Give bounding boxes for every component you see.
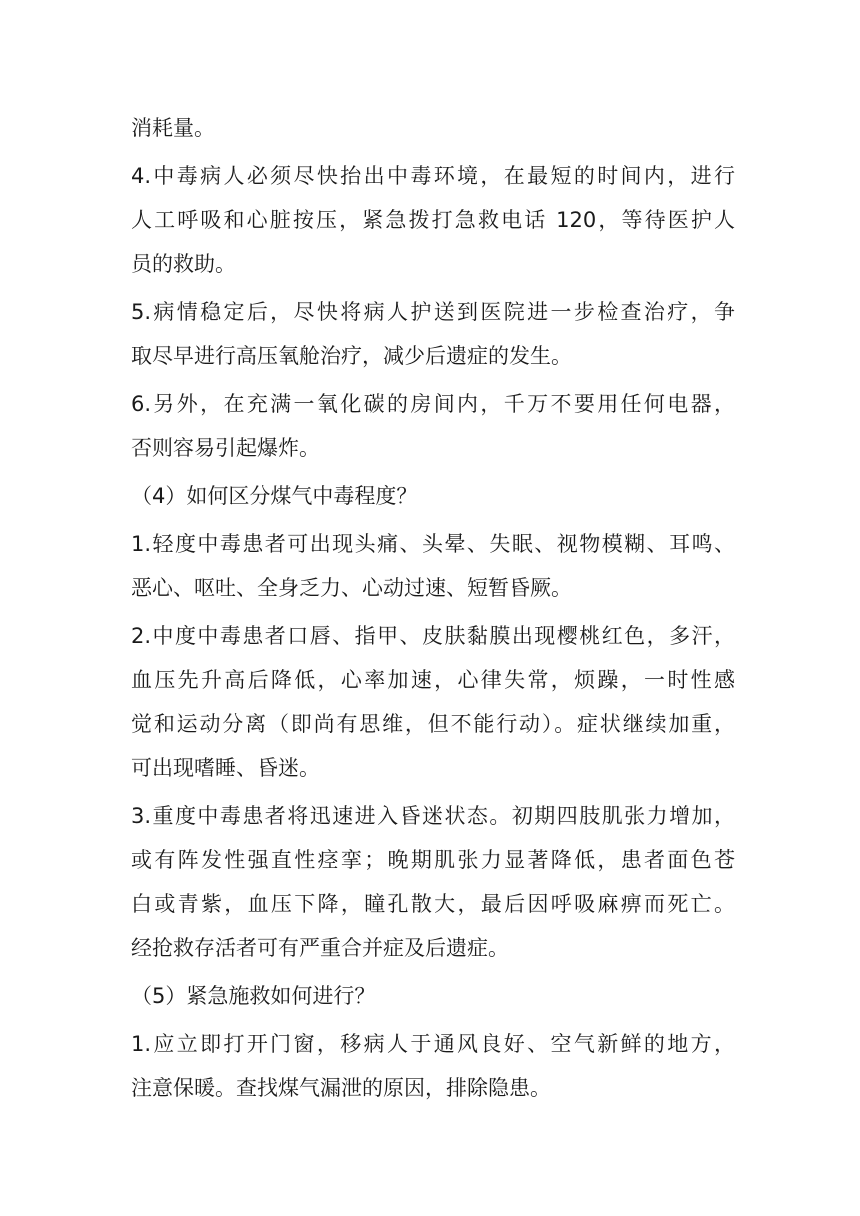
text-line: 取尽早进行高压氧舱治疗，减少后遗症的发生。 (131, 344, 572, 368)
text-line: 血压先升高后降低，心率加速，心律失常，烦躁，一时性感 (131, 668, 735, 692)
text-line: 觉和运动分离（即尚有思维，但不能行动）。症状继续加重， (131, 712, 735, 736)
text-line: 6.另外，在充满一氧化碳的房间内，千万不要用任何电器， (131, 392, 735, 416)
text-line: 消耗量。 (131, 116, 215, 140)
text-line: 4.中毒病人必须尽快抬出中毒环境，在最短的时间内，进行 (131, 164, 735, 188)
section-heading: （4）如何区分煤气中毒程度？ (131, 484, 418, 508)
text-line: 3.重度中毒患者将迅速进入昏迷状态。初期四肢肌张力增加， (131, 804, 735, 828)
text-line: 注意保暖。查找煤气漏泄的原因，排除隐患。 (131, 1076, 551, 1100)
text-line: 1.应立即打开门窗，移病人于通风良好、空气新鲜的地方， (131, 1032, 735, 1056)
document-body (131, 106, 735, 1110)
text-line: 人工呼吸和心脏按压，紧急拨打急救电话 120，等待医护人 (131, 208, 735, 232)
text-line: 2.中度中毒患者口唇、指甲、皮肤黏膜出现樱桃红色，多汗， (131, 624, 735, 648)
text-line: 或有阵发性强直性痉挛；晚期肌张力显著降低，患者面色苍 (131, 848, 735, 872)
text-line: 员的救助。 (131, 252, 236, 276)
text-line: 恶心、呕吐、全身乏力、心动过速、短暂昏厥。 (131, 576, 572, 600)
text-line: 1.轻度中毒患者可出现头痛、头晕、失眠、视物模糊、耳鸣、 (131, 532, 735, 556)
text-line: 经抢救存活者可有严重合并症及后遗症。 (131, 936, 509, 960)
text-line: 否则容易引起爆炸。 (131, 436, 320, 460)
section-heading: （5）紧急施救如何进行？ (131, 984, 376, 1008)
text-line: 5.病情稳定后，尽快将病人护送到医院进一步检查治疗，争 (131, 300, 735, 324)
text-line: 可出现嗜睡、昏迷。 (131, 756, 320, 780)
text-line: 白或青紫，血压下降，瞳孔散大，最后因呼吸麻痹而死亡。 (131, 892, 735, 916)
